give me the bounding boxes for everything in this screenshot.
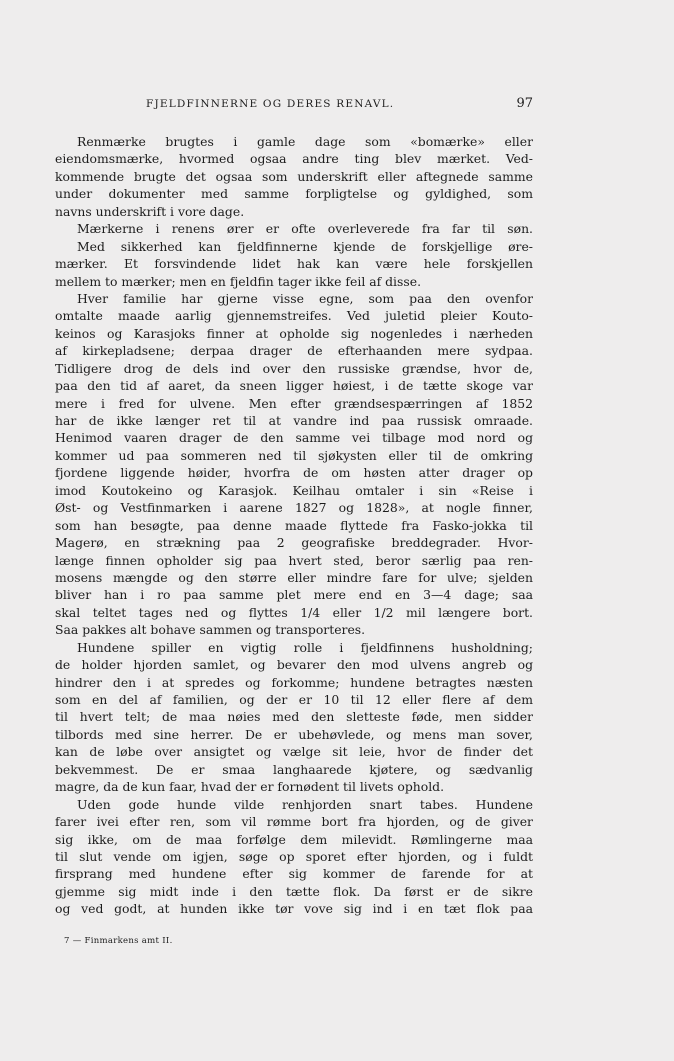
text-line: kan de løbe over ansigtet og vælge sit leie, hvor de finder det bbox=[55, 744, 533, 760]
text-line: Saa pakkes alt bohave sammen og transporteres. bbox=[55, 622, 366, 638]
text-line: magre, da de kun faar, hvad der er fornødent til livets ophold. bbox=[55, 779, 445, 795]
text-line: kommende brugte det ogsaa som underskrift eller aftegnede samme bbox=[55, 168, 533, 184]
text-line: imod Koutokeino og Karasjok. Keilhau omtaler i sin «Reise i bbox=[55, 482, 533, 498]
text-line: paa den tid af aaret, da sneen ligger høiest, i de tætte skoge var bbox=[55, 378, 533, 394]
text-line: af kirkepladsene; derpaa drager de efterhaanden mere sydpaa. bbox=[55, 343, 533, 359]
text-line: Uden gode hunde vilde renhjorden snart tabes. Hundene bbox=[77, 796, 533, 812]
text-line: som han besøgte, paa denne maade flyttede fra Fasko-jokka til bbox=[55, 517, 533, 533]
text-line: bliver han i ro paa samme plet mere end en 3—4 dage; saa bbox=[55, 587, 533, 603]
text-line: de holder hjorden samlet, og bevarer den mod ulvens angreb og bbox=[55, 657, 533, 673]
text-line: mellem to mærker; men en fjeldfin tager ikke feil af disse. bbox=[55, 273, 422, 289]
text-line: fjordene liggende høider, hvorfra de om høsten atter drager op bbox=[55, 465, 533, 481]
running-title: FJELDFINNERNE OG DERES RENAVL. bbox=[146, 98, 395, 110]
page-number: 97 bbox=[516, 96, 533, 111]
text-line: bekvemmest. De er smaa langhaarede kjøtere, og sædvanlig bbox=[55, 761, 533, 777]
text-line: Øst- og Vestfinmarken i aarene 1827 og 1828», at nogle finner, bbox=[55, 500, 533, 516]
text-line: skal teltet tages ned og flyttes 1/4 eller 1/2 mil længere bort. bbox=[55, 604, 533, 620]
text-line: navns underskrift i vore dage. bbox=[55, 203, 245, 219]
text-line: eiendomsmærke, hvormed ogsaa andre ting blev mærket. Ved- bbox=[55, 151, 533, 167]
text-line: som en del af familien, og der er 10 til 12 eller flere af dem bbox=[55, 692, 533, 707]
text-line: sig ikke, om de maa forfølge dem milevidt. Rømlingerne maa bbox=[55, 831, 533, 847]
text-line: Tidligere drog de dels ind over den russiske grændse, hvor de, bbox=[55, 360, 533, 376]
text-line: firsprang med hundene efter sig kommer de farende for at bbox=[55, 866, 533, 882]
text-line: Med sikkerhed kan fjeldfinnerne kjende de forskjellige øre- bbox=[77, 238, 533, 254]
text-line: under dokumenter med samme forpligtelse og gyldighed, som bbox=[55, 186, 533, 202]
text-line: Henimod vaaren drager de den samme vei tilbage mod nord og bbox=[55, 430, 533, 446]
text-line: Hver familie har gjerne visse egne, som paa den ovenfor bbox=[77, 290, 533, 306]
text-line: gjemme sig midt inde i den tætte flok. Da først er de sikre bbox=[55, 883, 533, 899]
text-line: til hvert telt; de maa nøies med den sletteste føde, men sidder bbox=[55, 709, 533, 725]
body-text bbox=[55, 133, 533, 918]
text-line: hindrer den i at spredes og forkomme; hundene betragtes næsten bbox=[55, 674, 533, 690]
text-line: og ved godt, at hunden ikke tør vove sig ind i en tæt flok paa bbox=[55, 901, 533, 917]
text-line: længe finnen opholder sig paa hvert sted, beror særlig paa ren- bbox=[55, 552, 533, 568]
text-line: Renmærke brugtes i gamle dage som «bomærke» eller bbox=[77, 134, 533, 149]
text-line: farer ivei efter ren, som vil rømme bort fra hjorden, og de giver bbox=[55, 814, 533, 830]
text-line: Hundene spiller en vigtig rolle i fjeldfinnens husholdning; bbox=[77, 639, 533, 655]
text-line: keinos og Karasjoks finner at opholde sig nogenledes i nærheden bbox=[55, 325, 533, 341]
text-line: mosens mængde og den større eller mindre fare for ulve; sjelden bbox=[55, 569, 533, 585]
text-line: tilbords med sine herrer. De er ubehøvlede, og mens man sover, bbox=[55, 726, 533, 742]
signature-footnote: 7 — Finmarkens amt II. bbox=[64, 936, 173, 946]
text-line: har de ikke længer ret til at vandre ind paa russisk omraade. bbox=[55, 413, 533, 428]
text-line: kommer ud paa sommeren ned til sjøkysten eller til de omkring bbox=[55, 447, 533, 463]
page-header bbox=[146, 98, 533, 116]
text-line: mærker. Et forsvindende lidet hak kan være hele forskjellen bbox=[55, 256, 533, 272]
text-line: til slut vende om igjen, søge op sporet efter hjorden, og i fuldt bbox=[55, 848, 533, 864]
text-line: Mærkerne i renens ører er ofte overleverede fra far til søn. bbox=[77, 221, 533, 237]
text-line: mere i fred for ulvene. Men efter grændsespærringen af 1852 bbox=[55, 395, 533, 411]
text-line: Magerø, en strækning paa 2 geografiske breddegrader. Hvor- bbox=[55, 535, 533, 551]
text-line: omtalte maade aarlig gjennemstreifes. Ved juletid pleier Kouto- bbox=[55, 308, 533, 324]
